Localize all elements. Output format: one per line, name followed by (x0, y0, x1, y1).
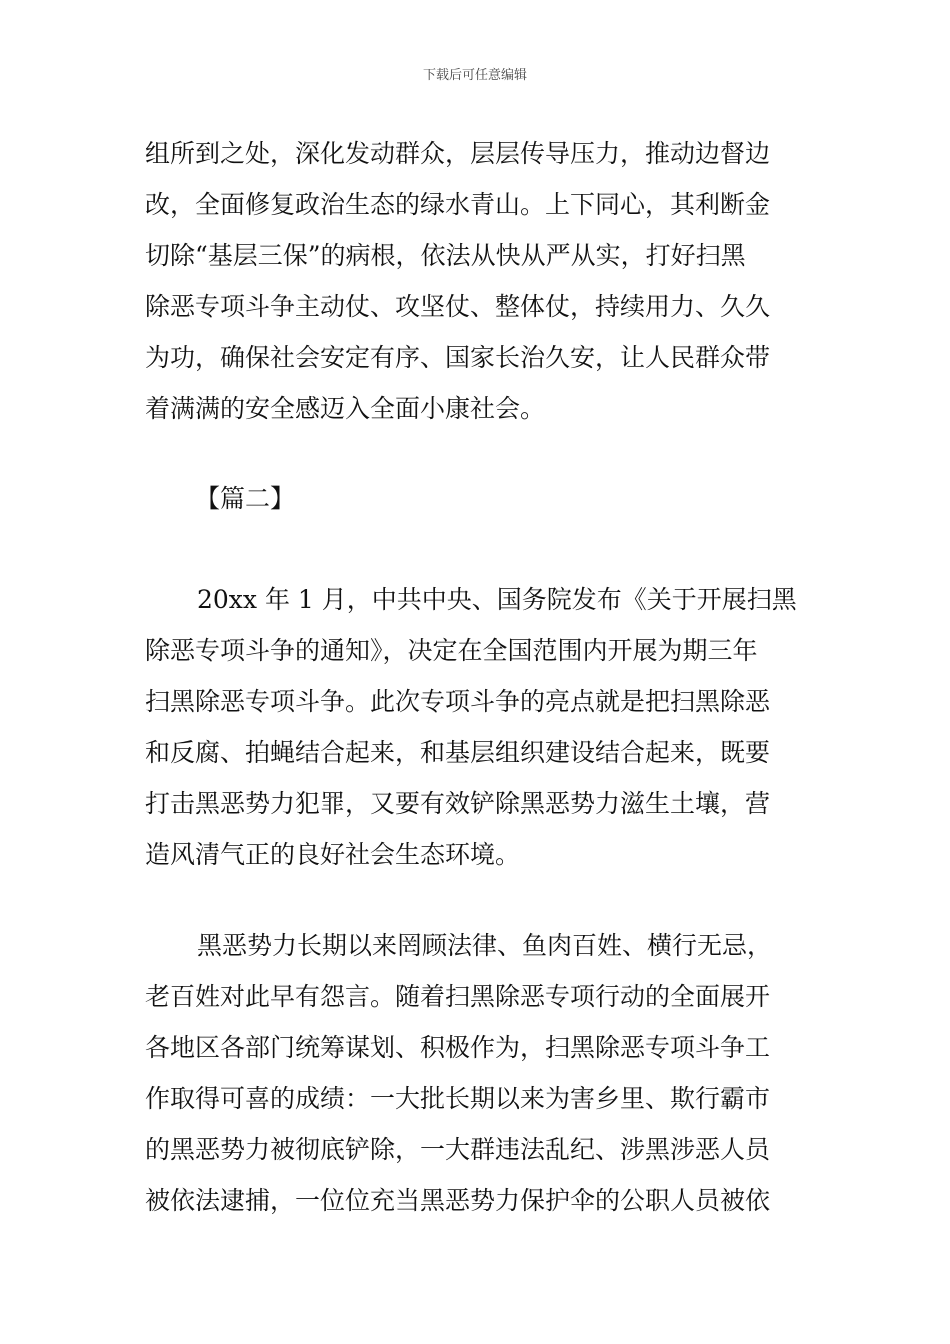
paragraph-line: 作取得可喜的成绩：一大批长期以来为害乡里、欺行霸市 (145, 1084, 771, 1113)
paragraph-line: 的黑恶势力被彻底铲除，一大群违法乱纪、涉黑涉恶人员 (145, 1135, 771, 1164)
paragraph-line: 改，全面修复政治生态的绿水青山。上下同心，其利断金 (145, 190, 771, 219)
paragraph-line: 各地区各部门统筹谋划、积极作为，扫黑除恶专项斗争工 (145, 1033, 771, 1062)
paragraph-1 (145, 128, 810, 434)
paragraph-line: 为功，确保社会安定有序、国家长治久安，让人民群众带 (145, 343, 771, 372)
paragraph-line: 除恶专项斗争的通知》，决定在全国范围内开展为期三年 (145, 636, 758, 665)
paragraph-line: 切除“基层三保”的病根，依法从快从严从实，打好扫黑 (145, 241, 746, 270)
paragraph-line: 造风清气正的良好社会生态环境。 (145, 840, 521, 869)
page-header-note: 下载后可任意编辑 (422, 68, 527, 83)
paragraph-line: 黑恶势力长期以来罔顾法律、鱼肉百姓、横行无忌， (197, 931, 773, 960)
paragraph-2 (145, 574, 810, 880)
paragraph-line: 着满满的安全感迈入全面小康社会。 (145, 394, 546, 423)
paragraph-line: 老百姓对此早有怨言。随着扫黑除恶专项行动的全面展开 (145, 982, 771, 1011)
paragraph-3 (145, 920, 810, 1226)
paragraph-line: 被依法逮捕，一位位充当黑恶势力保护伞的公职人员被依 (145, 1186, 771, 1215)
paragraph-line: 除恶专项斗争主动仗、攻坚仗、整体仗，持续用力、久久 (145, 292, 771, 321)
section-heading: 【篇二】 (195, 484, 296, 513)
paragraph-line: 和反腐、拍蝇结合起来，和基层组织建设结合起来，既要 (145, 738, 771, 767)
paragraph-line: 扫黑除恶专项斗争。此次专项斗争的亮点就是把扫黑除恶 (145, 687, 771, 716)
paragraph-line: 20xx 年 1 月，中共中央、国务院发布《关于开展扫黑 (197, 585, 797, 614)
paragraph-line: 打击黑恶势力犯罪，又要有效铲除黑恶势力滋生土壤，营 (145, 789, 771, 818)
paragraph-line: 组所到之处，深化发动群众，层层传导压力，推动边督边 (145, 139, 771, 168)
